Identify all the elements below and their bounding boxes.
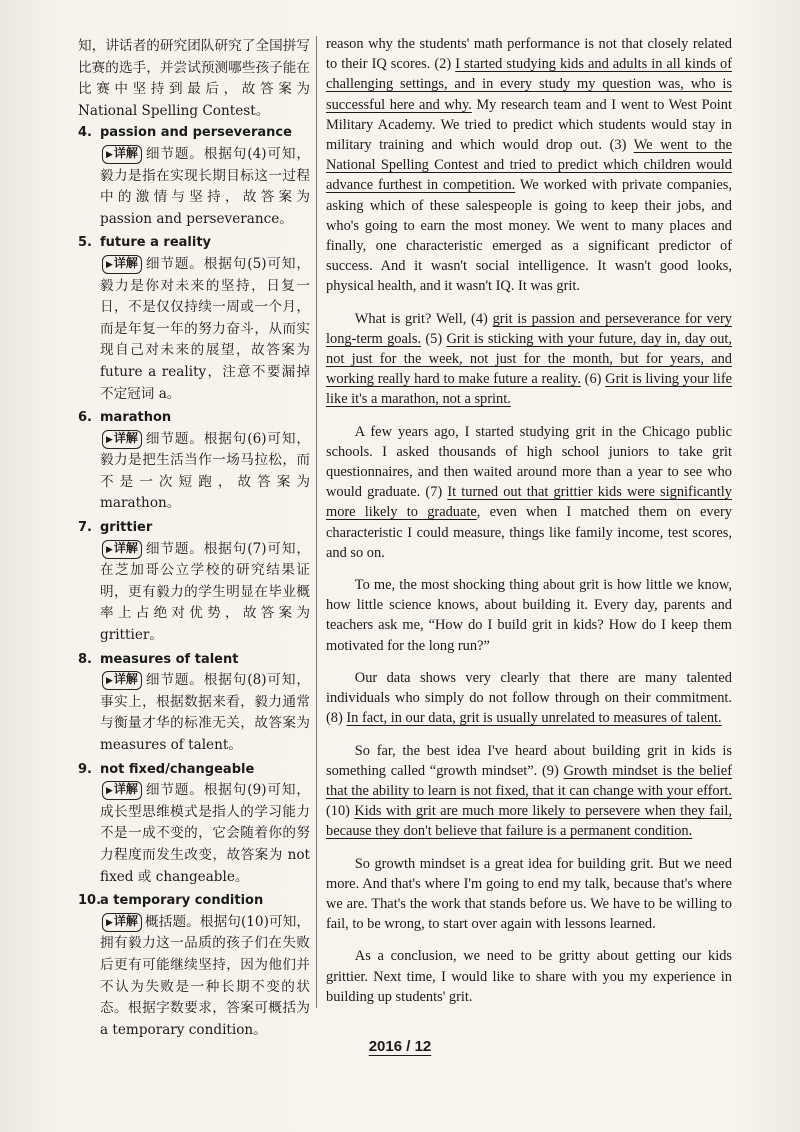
explanation-tag-label: 详解 bbox=[113, 145, 138, 160]
play-triangle-icon: ▶ bbox=[106, 786, 113, 797]
sentence-2-underlined: I started studying kids and adults in all kinds of challenging settings, and in every study my question was, who is successful here and why. bbox=[326, 56, 733, 113]
column-divider bbox=[316, 36, 317, 1008]
transcript-paragraph-5: Our data shows very clearly that there are many talented individuals who simply do not follow through on their commitment. (8) In fact, in our data, grit is usually unrelated to measures of talent. bbox=[326, 669, 732, 727]
answer-text: passion and perseverance bbox=[100, 125, 292, 141]
answer-number: 4. bbox=[78, 125, 92, 141]
explanation-tag-label: 详解 bbox=[113, 540, 138, 555]
answer-explanation bbox=[78, 254, 310, 405]
explanation-text: 细节题。根据句(4)可知，毅力是指在实现长期目标这一过程中的激情与坚持，故答案为 passion and perseverance。 bbox=[100, 145, 310, 227]
answer-number: 6. bbox=[78, 410, 92, 426]
sentence-9-underlined: Growth mindset is the belief that the ability to learn is not fixed, that it can change with your effort. bbox=[326, 762, 732, 799]
answer-item bbox=[78, 407, 310, 515]
transcript-paragraph-3: A few years ago, I started studying grit in the Chicago public schools. I asked thousands of high school juniors to take grit questionnaires, and then waited around more than a year to see who would graduate. (7) It turned out that grittier kids were significantly more likely to graduate, even when I matched them on every characteristic I could measure, things like family income, test scores, and so on. bbox=[326, 423, 732, 561]
answer-text: future a reality bbox=[100, 235, 212, 251]
answer-number: 8. bbox=[78, 651, 92, 667]
explanation-text: 细节题。根据句(9)可知，成长型思维模式是指人的学习能力不是一成不变的，它会随着你的努力程度而发生改变，故答案为 not fixed 或 changeable。 bbox=[100, 782, 310, 885]
answer-key-column bbox=[78, 36, 310, 1043]
transcript-paragraph-1: reason why the students' math performance is not that closely related to their IQ scores. (2) I started studying kids and adults in all kinds of challenging settings, and in every study my question was, who is successful here and why. My research team and I went to West Point Military Academy. We tried to predict which students would stay in military training and which would drop out. (3) We went to the National Spelling Contest and tried to predict which children would advance furthest in competition. We worked with private companies, asking which of these salespeople is going to keep their jobs, and who's going to earn the most money. We went to many places and finally, one characteristic emerged as a significant predictor of success. And it wasn't social intelligence. It wasn't good looks, physical health, and it wasn't IQ. It was grit. bbox=[326, 36, 733, 295]
answer-item-head bbox=[78, 759, 310, 781]
answer-number: 9. bbox=[78, 761, 92, 777]
answer-3-explanation: 知，讲话者的研究团队研究了全国拼写比赛的选手，并尝试预测哪些孩子能在比赛中坚持到最后，故答案为 National Spelling Contest。 bbox=[78, 38, 310, 119]
explanation-tag bbox=[102, 255, 142, 274]
explanation-text: 细节题。根据句(7)可知，在芝加哥公立学校的研究结果证明，更有毅力的学生明显在毕业概率上占绝对优势，故答案为 grittier。 bbox=[100, 540, 310, 644]
answer-item bbox=[78, 759, 310, 889]
answer-list bbox=[78, 122, 310, 1041]
answer-item bbox=[78, 890, 310, 1041]
play-triangle-icon: ▶ bbox=[106, 544, 113, 555]
play-triangle-icon: ▶ bbox=[106, 149, 113, 160]
answer-explanation bbox=[78, 780, 310, 888]
sentence-5-underlined: Grit is sticking with your future, day in, day out, not just for the week, not just for the month, but for years, and working really hard to make future a reality. bbox=[326, 330, 732, 388]
answer-item-head bbox=[78, 517, 310, 539]
explanation-tag-label: 详解 bbox=[113, 782, 138, 797]
answer-text: marathon bbox=[100, 410, 172, 426]
explanation-text: 细节题。根据句(8)可知，事实上，根据数据来看，毅力通常与衡量才华的标准无关，故答案为 measures of talent。 bbox=[100, 672, 310, 753]
explanation-tag-label: 详解 bbox=[113, 913, 138, 928]
answer-item bbox=[78, 122, 310, 230]
play-triangle-icon: ▶ bbox=[106, 676, 113, 687]
answer-number: 7. bbox=[78, 520, 92, 536]
answer-item-head bbox=[78, 122, 310, 144]
answer-item bbox=[78, 649, 310, 757]
transcript-paragraph-7: So growth mindset is a great idea for building grit. But we need more. And that's where I'm going to end my talk, because that's where we are. That's the work that stands before us. We have to be willing to fail, to be wrong, to start over again with lessons learned. bbox=[326, 855, 732, 933]
explanation-text: 细节题。根据句(5)可知，毅力是你对未来的坚持，日复一日，不是仅仅持续一周或一个月，而是年复一年的努力奋斗，从而实现自己对未来的展望，故答案为 future a reality，注意不要漏掉不定冠词 a。 bbox=[100, 255, 310, 402]
sentence-6-underlined: Grit is living your life like it's a marathon, not a sprint. bbox=[326, 371, 733, 408]
answer-explanation bbox=[78, 670, 310, 756]
transcript-paragraph-4: To me, the most shocking thing about grit is how little we know, how little science knows, about building it. Every day, parents and teachers ask me, “How do I build grit in kids? How do I keep them motivated for the long run?” bbox=[326, 577, 732, 654]
explanation-tag bbox=[102, 671, 142, 690]
answer-explanation bbox=[78, 144, 310, 230]
page-number: 2016 / 12 bbox=[368, 1038, 432, 1055]
answer-item bbox=[78, 232, 310, 405]
explanation-tag-label: 详解 bbox=[113, 672, 138, 687]
explanation-tag bbox=[102, 540, 142, 559]
explanation-text: 细节题。根据句(6)可知，毅力是把生活当作一场马拉松，而不是一次短跑，故答案为 marathon。 bbox=[100, 430, 310, 512]
explanation-tag bbox=[102, 781, 142, 800]
play-triangle-icon: ▶ bbox=[106, 259, 113, 270]
answer-item bbox=[78, 517, 310, 647]
answer-text: grittier bbox=[100, 520, 153, 536]
sentence-8-underlined: In fact, in our data, grit is usually unrelated to measures of talent. bbox=[346, 710, 722, 727]
transcript-column bbox=[326, 34, 732, 1019]
answer-text: a temporary condition bbox=[100, 893, 264, 909]
play-triangle-icon: ▶ bbox=[106, 434, 113, 445]
sentence-3-underlined: We went to the National Spelling Contest and tried to predict which children would advance furthest in competition. bbox=[326, 137, 732, 194]
play-triangle-icon: ▶ bbox=[106, 917, 113, 928]
transcript-paragraph-6: So far, the best idea I've heard about building grit in kids is something called “growth mindset”. (9) Growth mindset is the belief that the ability to learn is not fixed, that it can change with your effort. (10) Kids with grit are much more likely to persevere when they fail, because they don't believe that failure is a permanent condition. bbox=[326, 742, 732, 840]
explanation-tag bbox=[102, 145, 142, 164]
transcript-paragraph-2: What is grit? Well, (4) grit is passion and perseverance for very long-term goals. (5) Grit is sticking with your future, day in, day out, not just for the week, not just for the month, but for years, and working really hard to make future a reality. (6) Grit is living your life like it's a marathon, not a sprint. bbox=[326, 310, 733, 408]
explanation-tag bbox=[102, 913, 142, 932]
answer-text: not fixed/changeable bbox=[100, 761, 255, 777]
sentence-7-underlined: It turned out that grittier kids were significantly more likely to graduate bbox=[326, 484, 732, 521]
explanation-tag-label: 详解 bbox=[113, 255, 138, 270]
explanation-tag bbox=[102, 430, 142, 449]
answer-item-head bbox=[78, 649, 310, 671]
explanation-tag-label: 详解 bbox=[113, 430, 138, 445]
answer-explanation bbox=[78, 429, 310, 515]
explanation-text: 概括题。根据句(10)可知，拥有毅力这一品质的孩子们在失败后更有可能继续坚持，因为他们并不认为失败是一种长期不变的状态。根据字数要求，答案可概括为 a temporary condition。 bbox=[100, 913, 310, 1038]
answer-item-head bbox=[78, 890, 310, 912]
sentence-10-underlined: Kids with grit are much more likely to persevere when they fail, because they don't believe that failure is a permanent condition. bbox=[326, 803, 732, 840]
answer-explanation bbox=[78, 539, 310, 647]
answer-item-head bbox=[78, 232, 310, 254]
answer-item-head bbox=[78, 407, 310, 429]
answer-number: 5. bbox=[78, 235, 92, 251]
answer-explanation bbox=[78, 912, 310, 1042]
answer-number: 10. bbox=[78, 893, 102, 909]
answer-text: measures of talent bbox=[100, 651, 239, 667]
transcript-paragraph-8: As a conclusion, we need to be gritty about getting our kids grittier. Next time, I would like to share with you my experience in building up students' grit. bbox=[326, 948, 732, 1005]
sentence-4-underlined: grit is passion and perseverance for very long-term goals. bbox=[326, 310, 733, 347]
